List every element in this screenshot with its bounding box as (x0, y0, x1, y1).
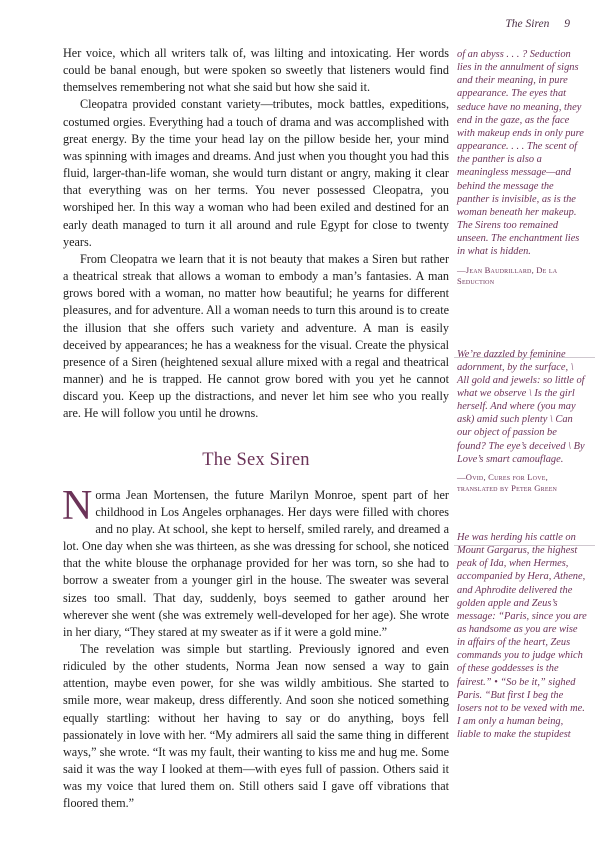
margin-divider (454, 357, 595, 358)
margin-quotes (457, 48, 587, 741)
page-number: 9 (564, 18, 570, 30)
running-header (505, 18, 570, 30)
margin-quote-baudrillard: of an abyss . . . ? Seduction lies in the annulment of signs and their meaning, in pure appearance. The eyes that seduce have no meaning, they end in the gaze, as the face with makeup ends in only pure appearance. . . . The scent of the panther is also a meaningless message—and behind the message the panther is invisible, as is the woman beneath her makeup. The Sirens too remained unseen. The enchantment lies in what is hidden. (457, 49, 584, 258)
body-paragraph: Her voice, which all writers talk of, was lilting and intoxicating. Her words could be banal enough, but were spoken so sweetly that listeners would find themselves remembering not what she said but how she said it. (63, 46, 449, 95)
quote-attribution: —Jean Baudrillard, De la Seduction (457, 264, 558, 286)
running-head-title: The Siren (505, 18, 550, 30)
margin-quote-paris: He was herding his cattle on Mount Gargarus, the highest peak of Ida, when Hermes, accompanied by Hera, Athene, and Aphrodite delivered the golden apple and Zeus’s message: “Paris, since you are as handsome as you are wise in affairs of the heart, Zeus commands you to judge which of these goddesses is the fairest.” • “So be it,” sighed Paris. “But first I beg the losers not to be vexed with me. I am only a human being, liable to make the stupidest (457, 531, 587, 741)
body-paragraph: From Cleopatra we learn that it is not beauty that makes a Siren but rather a theatrical streak that allows a woman to embody a man’s fantasies. A man grows bored with a woman, no matter how beautiful; he yearns for different pleasures, and for adventure. All a woman needs to turn this around is to create the illusion that she offers such variety and adventure. A man is easily deceived by appearances; he has a weakness for the visual. Create the physical presence of a Siren (heightened sexual allure mixed with a regal and theatrical manner) and he is trapped. He cannot grow bored with you yet he cannot discard you. Keep up the distractions, and never let him see who you really are. He will follow you until he drowns. (63, 251, 449, 421)
header-separator (555, 18, 558, 30)
drop-cap: N (62, 482, 93, 529)
main-text-column (63, 45, 449, 813)
body-paragraph: Cleopatra provided constant variety—tributes, mock battles, expeditions, costumed orgies. Everything had a touch of drama and was accomplished with great energy. By the time your head lay on the pillow beside her, your mind was spinning with images and dreams. And just when you thought you had this fluid, larger-than-life woman, she would turn distant or angry, making it clear that everything was on her terms. You never possessed Cleopatra, you worshiped her. In this way a woman who had been exiled and destined for an early death managed to turn it all around and rule Egypt for close to twenty years. (63, 97, 449, 249)
margin-quote-ovid: We’re dazzled by feminine adornment, by the surface, \ All gold and jewels: so little of what we observe \ Is the girl herself. And where (you may ask) amid such plenty \ Can our object of passion be found? The eye’s deceived \ By Love’s smart camouflage. (457, 348, 585, 465)
section-heading: The Sex Siren (202, 450, 310, 471)
section-first-paragraph (62, 482, 449, 641)
body-paragraph: The revelation was simple but startling. Previously ignored and even ridiculed by the other students, Norma Jean now sensed a way to gain attention, maybe even power, for she was wildly ambitious. She started to smile more, wear makeup, dress differently. And soon she noticed something equally startling: without her having to say or do anything, boys fell passionately in love with her. “My admirers all said the same thing in different ways,” she wrote. “It was my fault, their wanting to kiss me and hug me. Some said it was the way I looked at them—with eyes full of passion. Others said it was my voice that lured them on. Still others said I gave off vibrations that floored them.” (63, 642, 449, 811)
margin-divider (454, 545, 595, 546)
section-first-paragraph-text: orma Jean Mortensen, the future Marilyn Monroe, spent part of her childhood in Los Angeles orphanages. Her days were filled with chores and no play. At school, she kept to herself, smiled rarely, and dreamed a lot. One day when she was thirteen, as she was dressing for school, she noticed that the white blouse the orphanage provided for her was torn, so she had to borrow a sweater from a younger girl in the house. The sweater was several sizes too small. That day, suddenly, boys seemed to gather around her wherever she went (she was extremely well-developed for her age). She wrote in her diary, “They stared at my sweater as if it were a gold mine.” (63, 487, 449, 639)
quote-attribution: —Ovid, Cures for Love, translated by Peter Green (457, 471, 558, 494)
